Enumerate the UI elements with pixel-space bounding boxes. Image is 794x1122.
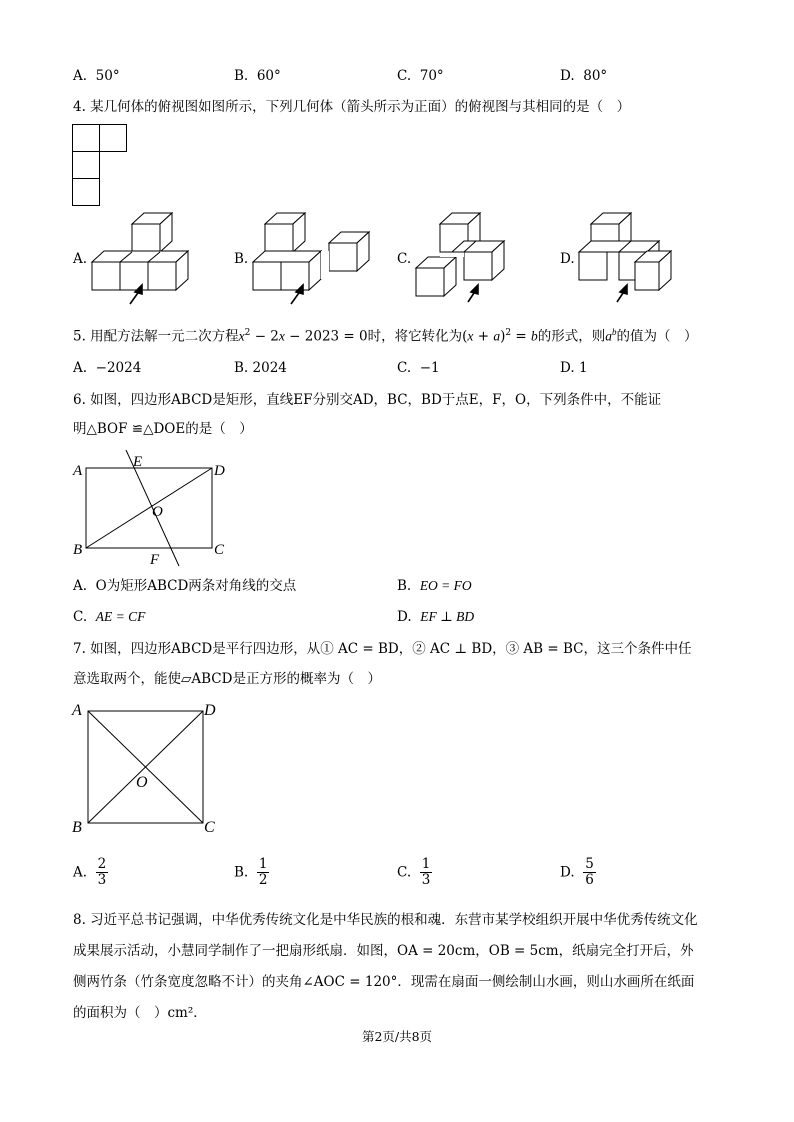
- q4-option-a-figure: [92, 212, 212, 304]
- q4-option-c-letter: C.: [397, 251, 412, 267]
- q6-stem-line1: 6. 如图，四边形ABCD是矩形，直线EF分别交AD，BC，BD于点E，F，O，下列条件中，不能证: [73, 392, 662, 408]
- q8-stem-line3: 侧两竹条（竹条宽度忽略不计）的夹角∠AOC = 120°．现需在扇面一侧绘制山水画，则山水画所在纸面: [73, 974, 695, 990]
- q6-option-d: D. EF ⊥ BD: [397, 609, 475, 625]
- q7-option-a: A. $\frac{2}{3}$: [73, 856, 107, 888]
- q5-option-c: C. −1: [397, 360, 440, 376]
- q7-stem-line1: 7. 如图，四边形ABCD是平行四边形，从① AC = BD，② AC ⊥ BD，③ AB = BC，这三个条件中任: [73, 641, 692, 657]
- q7-square-figure: [70, 698, 230, 838]
- q3-option-b: B. 60°: [234, 68, 281, 84]
- q6-stem-line2: 明△BOF ≌△DOE的是（ ）: [73, 421, 253, 437]
- q4-option-a-letter: A.: [73, 251, 88, 267]
- page-footer: 第2页/共8页: [361, 1029, 433, 1044]
- q4-stem: 4. 某几何体的俯视图如图所示，下列几何体（箭头所示为正面）的俯视图与其相同的是（ ）: [73, 99, 631, 115]
- q6-label-a: A: [73, 463, 83, 479]
- q6-label-o: O: [152, 504, 163, 520]
- q7-label-d: D: [204, 702, 216, 719]
- q5-option-d: D. 1: [560, 360, 588, 376]
- q8-stem-line4: 的面积为（ ）cm²．: [73, 1005, 207, 1021]
- q7-option-c: C. $\frac{1}{3}$: [397, 856, 431, 888]
- q3-option-a: A. 50°: [73, 68, 120, 84]
- q6-option-b: B. EO = FO: [397, 578, 472, 594]
- q8-stem-line2: 成果展示活动，小慧同学制作了一把扇形纸扇．如图，OA = 20cm，OB = 5cm，纸扇完全打开后，外: [73, 943, 694, 959]
- q4-option-c-figure: [416, 212, 536, 304]
- q7-label-o: O: [136, 774, 148, 791]
- q6-rectangle-figure: [70, 448, 240, 570]
- q6-label-d: D: [214, 463, 225, 479]
- q6-option-c: C. AE = CF: [73, 609, 146, 625]
- q4-top-view-figure: [72, 124, 132, 206]
- q6-option-a: A. O为矩形ABCD两条对角线的交点: [73, 578, 297, 594]
- q5-option-b: B. 2024: [234, 360, 287, 376]
- q6-label-e: E: [133, 454, 143, 470]
- q4-option-d-figure: [579, 212, 699, 304]
- q4-option-b-figure: [253, 212, 373, 304]
- q7-label-b: B: [72, 819, 82, 836]
- q5-option-a: A. −2024: [73, 360, 142, 376]
- q6-label-b: B: [73, 542, 83, 558]
- q7-label-a: A: [72, 702, 82, 719]
- q6-label-f: F: [150, 552, 160, 568]
- q7-stem-line2: 意选取两个，能使▱ABCD是正方形的概率为（ ）: [73, 671, 381, 687]
- q6-label-c: C: [214, 542, 225, 558]
- q4-option-b-letter: B.: [234, 251, 249, 267]
- q4-option-d-letter: D.: [560, 251, 575, 267]
- q7-option-d: D. $\frac{5}{6}$: [560, 856, 594, 888]
- q3-option-c: C. 70°: [397, 68, 444, 84]
- q5-stem: 5. 用配方法解一元二次方程$x^2 - 2x - 2023 = 0$时，将它转化为$(x + a)^2 = b$的形式，则$a^b$的值为（ ）: [73, 327, 698, 345]
- q3-option-d: D. 80°: [560, 68, 608, 84]
- q7-option-b: B. $\frac{1}{2}$: [234, 856, 268, 888]
- q7-label-c: C: [204, 819, 215, 836]
- q8-stem-line1: 8. 习近平总书记强调，中华优秀传统文化是中华民族的根和魂．东营市某学校组织开展中华优秀传统文化: [73, 912, 698, 928]
